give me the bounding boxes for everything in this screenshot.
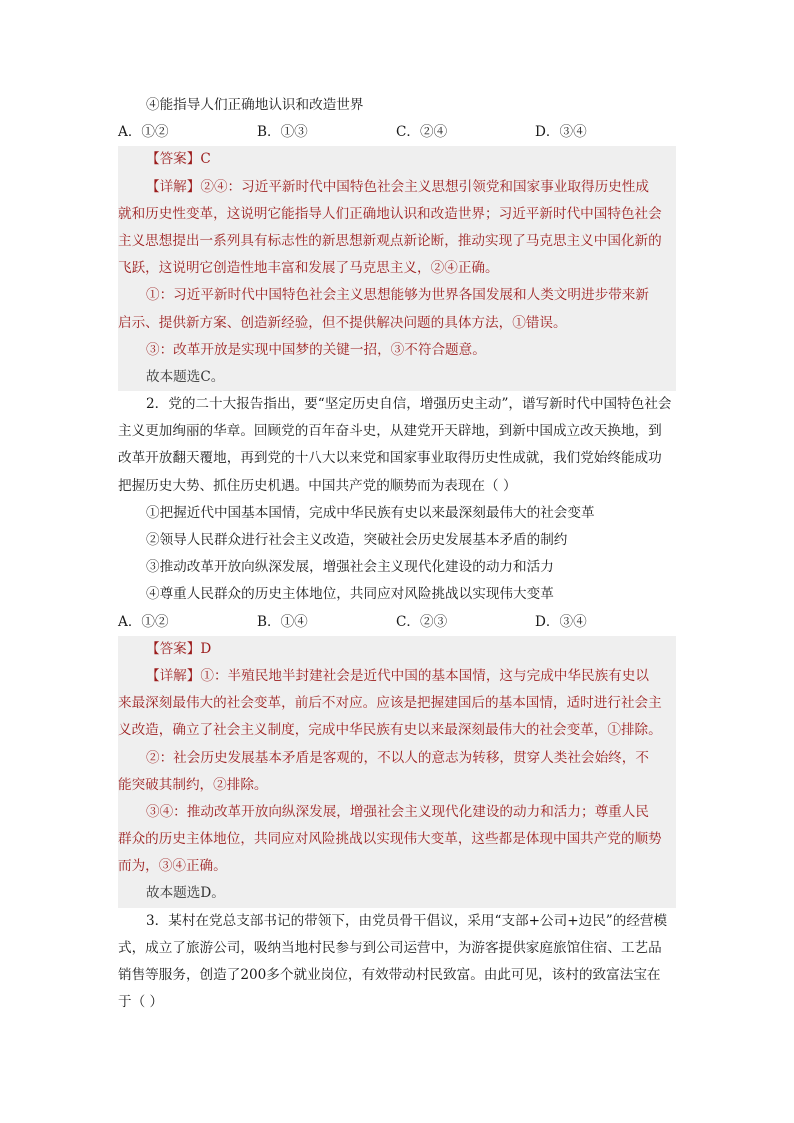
q3-stem-line: 销售等服务，创造了200多个就业岗位，有效带动村民致富。由此可见，该村的致富法宝在 (118, 967, 661, 983)
q1-wrong1-line: ①：习近平新时代中国特色社会主义思想能够为世界各国发展和人类文明进步带来新 (146, 287, 649, 304)
q2-wrong2-line: ②：社会历史发展基本矛盾是客观的，不以人的意志为转移，贯穿人类社会始终，不 (146, 749, 649, 766)
q2-stem-line: 2．党的二十大报告指出，要“坚定历史自信，增强历史主动”，谱写新时代中国特色社会 (146, 396, 672, 413)
q1-option-a: A．①② (118, 124, 169, 141)
q2-explanation-line: 义改造，确立了社会主义制度，完成中华民族有史以来最深刻最伟大的社会变革，①排除。 (118, 722, 662, 739)
q1-explanation-line: 就和历史性变革，这说明它能指导人们正确地认识和改造世界；习近平新时代中国特色社会 (118, 205, 662, 222)
q2-statement-1: ①把握近代中国基本国情，完成中华民族有史以来最深刻最伟大的社会变革 (146, 504, 595, 521)
q2-right-line: 群众的历史主体地位，共同应对风险挑战以实现伟大变革，这些都是体现中国共产党的顺势 (118, 831, 662, 848)
q3-stem-line: 3．某村在党总支部书记的带领下，由党员骨干倡议，采用“支部+公司+边民”的经营模 (146, 912, 668, 929)
q1-conclusion: 故本题选C。 (146, 368, 225, 385)
q1-explanation-line: 飞跃，这说明它创造性地丰富和发展了马克思主义，②④正确。 (118, 260, 499, 277)
q2-statement-4: ④尊重人民群众的历史主体地位，共同应对风险挑战以实现伟大变革 (146, 586, 554, 603)
page-content (118, 92, 676, 1016)
q2-options (118, 609, 676, 636)
q2-stem-line: 改革开放翻天覆地，再到党的十八大以来党和国家事业取得历史性成就，我们党始终能成功 (118, 450, 662, 467)
q1-answer: 【答案】C (146, 151, 211, 168)
q2-option-c: C．②③ (396, 613, 448, 630)
q3-stem-line: 于（ ） (118, 994, 164, 1011)
q2-option-a: A．①② (118, 613, 169, 630)
q2-right-line: ③④：推动改革开放向纵深发展，增强社会主义现代化建设的动力和活力；尊重人民 (146, 803, 649, 820)
q2-option-b: B．①④ (257, 613, 308, 630)
q1-option-d: D．③④ (535, 124, 587, 141)
q3-stem-line: 式，成立了旅游公司，吸纳当地村民参与到公司运营中，为游客提供家庭旅馆住宿、工艺品 (118, 939, 662, 956)
q2-stem-line: 主义更加绚丽的华章。回顾党的百年奋斗史，从建党开天辟地，到新中国成立改天换地，到 (118, 423, 662, 440)
q2-wrong2-line: 能突破其制约，②排除。 (118, 776, 268, 793)
q2-stem-line: 把握历史大势、抓住历史机遇。中国共产党的顺势而为表现在（ ） (118, 477, 517, 494)
q2-conclusion: 故本题选D。 (146, 885, 225, 902)
q2-explanation-line: 【详解】①：半殖民地半封建社会是近代中国的基本国情，这与完成中华民族有史以 (146, 667, 649, 684)
q2-answer: 【答案】D (146, 640, 212, 657)
q1-statement-4: ④能指导人们正确地认识和改造世界 (146, 97, 364, 113)
q1-answer-block (118, 146, 676, 391)
q2-statement-2: ②领导人民群众进行社会主义改造，突破社会历史发展基本矛盾的制约 (146, 532, 568, 548)
q1-wrong2: ③：改革开放是实现中国梦的关键一招，③不符合题意。 (146, 341, 486, 358)
q1-explanation-line: 【详解】②④：习近平新时代中国特色社会主义思想引领党和国家事业取得历史性成 (146, 178, 649, 195)
q2-option-d: D．③④ (535, 613, 587, 630)
q2-explanation-line: 来最深刻最伟大的社会变革，前后不对应。应该是把握建国后的基本国情，适时进行社会主 (118, 695, 662, 712)
q2-statement-3: ③推动改革开放向纵深发展，增强社会主义现代化建设的动力和活力 (146, 559, 554, 576)
q1-option-c: C．②④ (396, 124, 448, 141)
q1-options (118, 119, 676, 146)
q1-wrong1-line: 启示、提供新方案、创造新经验，但不提供解决问题的具体方法，①错误。 (118, 314, 567, 331)
q2-right-line: 而为，③④正确。 (118, 858, 227, 875)
q1-explanation-line: 主义思想提出一系列具有标志性的新思想新观点新论断，推动实现了马克思主义中国化新的 (118, 232, 662, 249)
q2-answer-block (118, 636, 676, 908)
q1-option-b: B．①③ (257, 124, 308, 141)
